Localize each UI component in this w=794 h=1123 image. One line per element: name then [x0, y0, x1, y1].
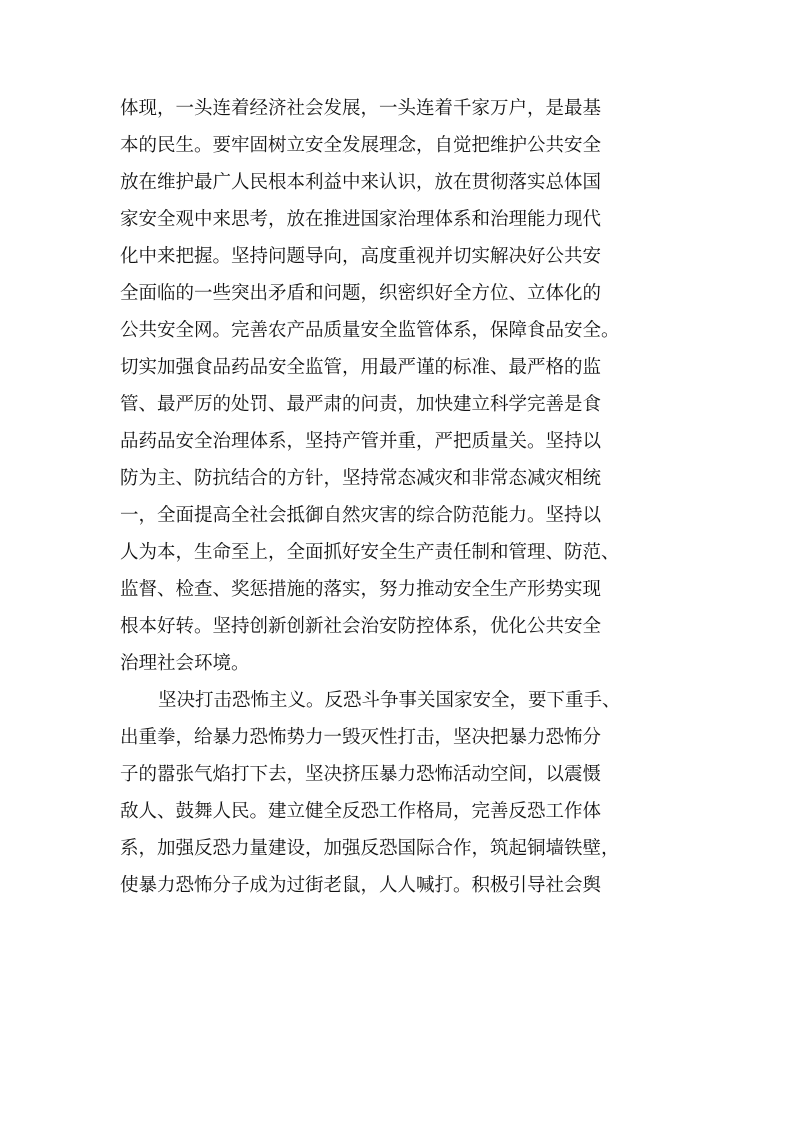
text-line: 出重拳，给暴力恐怖势力一毁灭性打击，坚决把暴力恐怖分: [120, 727, 602, 748]
text-line: 敌人、鼓舞人民。建立健全反恐工作格局，完善反恐工作体: [120, 801, 602, 822]
text-line: 公共安全网。完善农产品质量安全监管体系，保障食品安全。: [120, 320, 620, 341]
text-line: 化中来把握。坚持问题导向，高度重视并切实解决好公共安: [120, 246, 602, 267]
paragraph-public-safety: [120, 90, 676, 682]
text-line: 放在维护最广人民根本利益中来认识，放在贯彻落实总体国: [120, 172, 602, 193]
text-line: 监督、检查、奖惩措施的落实，努力推动安全生产形势实现: [120, 579, 602, 600]
paragraph-counter-terrorism: [120, 682, 676, 904]
text-line: 品药品安全治理体系，坚持产管并重，严把质量关。坚持以: [120, 431, 602, 452]
text-line: 管、最严厉的处罚、最严肃的问责，加快建立科学完善是食: [120, 394, 602, 415]
text-line: 一，全面提高全社会抵御自然灾害的综合防范能力。坚持以: [120, 505, 602, 526]
text-line: 系，加强反恐力量建设，加强反恐国际合作，筑起铜墙铁壁，: [120, 838, 620, 859]
text-line: 人为本，生命至上，全面抓好安全生产责任制和管理、防范、: [120, 542, 620, 563]
text-line: 坚决打击恐怖主义。反恐斗争事关国家安全，要下重手、: [158, 690, 621, 711]
text-line: 根本好转。坚持创新创新社会治安防控体系，优化公共安全: [120, 616, 602, 637]
text-line: 子的嚣张气焰打下去，坚决挤压暴力恐怖活动空间，以震慑: [120, 764, 602, 785]
text-line: 本的民生。要牢固树立安全发展理念，自觉把维护公共安全: [120, 135, 602, 156]
text-line: 防为主、防抗结合的方针，坚持常态减灾和非常态减灾相统: [120, 468, 602, 489]
text-line: 家安全观中来思考，放在推进国家治理体系和治理能力现代: [120, 209, 602, 230]
text-line: 体现，一头连着经济社会发展，一头连着千家万户，是最基: [120, 98, 602, 119]
text-line: 切实加强食品药品安全监管，用最严谨的标准、最严格的监: [120, 357, 602, 378]
text-line: 全面临的一些突出矛盾和问题，织密织好全方位、立体化的: [120, 283, 602, 304]
text-line: 治理社会环境。: [120, 653, 250, 674]
text-line: 使暴力恐怖分子成为过街老鼠，人人喊打。积极引导社会舆: [120, 875, 602, 896]
document-body: [120, 90, 676, 904]
